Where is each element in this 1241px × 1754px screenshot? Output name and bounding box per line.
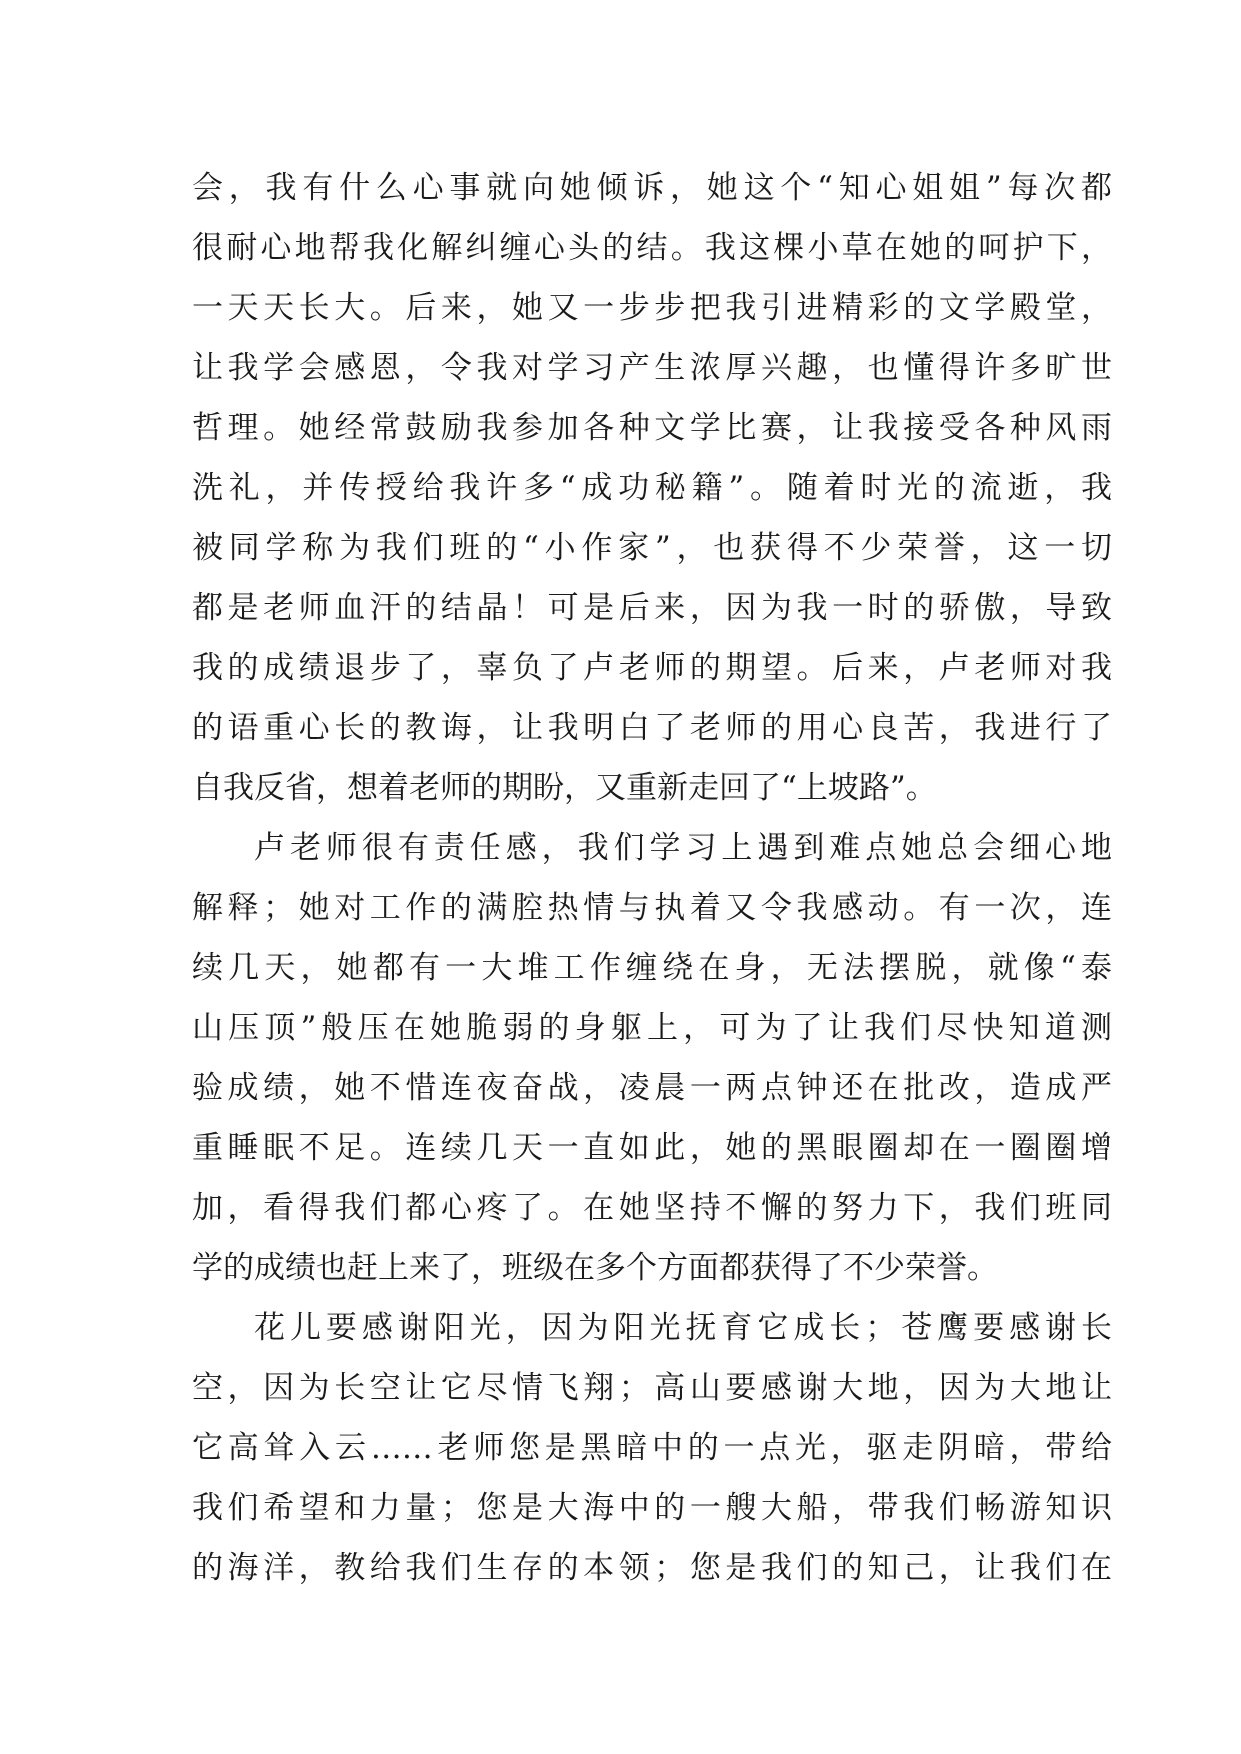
text-line: 自我反省，想着老师的期盼，又重新走回了“上坡路”。 [192, 770, 937, 806]
text-line: 空，因为长空让它尽情飞翔；高山要感谢大地，因为大地让 [192, 1370, 1112, 1406]
text-line: 我们希望和力量；您是大海中的一艘大船，带我们畅游知识 [192, 1490, 1112, 1526]
text-line: 被同学称为我们班的“小作家”，也获得不少荣誉，这一切 [192, 530, 1112, 566]
text-line: 哲理。她经常鼓励我参加各种文学比赛，让我接受各种风雨 [192, 410, 1112, 446]
paragraph-first-line: 花儿要感谢阳光，因为阳光抚育它成长；苍鹰要感谢长 [254, 1310, 1112, 1346]
text-line: 的语重心长的教诲，让我明白了老师的用心良苦，我进行了 [192, 710, 1112, 746]
text-line: 加，看得我们都心疼了。在她坚持不懈的努力下，我们班同 [192, 1190, 1112, 1226]
text-line: 洗礼，并传授给我许多“成功秘籍”。随着时光的流逝，我 [192, 470, 1112, 506]
text-line: 重睡眠不足。连续几天一直如此，她的黑眼圈却在一圈圈增 [192, 1130, 1112, 1166]
text-line: 很耐心地帮我化解纠缠心头的结。我这棵小草在她的呵护下， [192, 230, 1112, 266]
text-line: 让我学会感恩，令我对学习产生浓厚兴趣，也懂得许多旷世 [192, 350, 1112, 386]
text-line: 一天天长大。后来，她又一步步把我引进精彩的文学殿堂， [192, 290, 1112, 326]
body-text [192, 158, 1112, 1598]
text-line: 山压顶”般压在她脆弱的身躯上，可为了让我们尽快知道测 [192, 1010, 1112, 1046]
text-line: 它高耸入云……老师您是黑暗中的一点光，驱走阴暗，带给 [192, 1430, 1112, 1466]
text-line: 会，我有什么心事就向她倾诉，她这个“知心姐姐”每次都 [192, 170, 1112, 206]
paragraph-first-line: 卢老师很有责任感，我们学习上遇到难点她总会细心地 [254, 830, 1112, 866]
text-line: 续几天，她都有一大堆工作缠绕在身，无法摆脱，就像“泰 [192, 950, 1112, 986]
text-line: 学的成绩也赶上来了，班级在多个方面都获得了不少荣誉。 [192, 1250, 998, 1286]
text-line: 我的成绩退步了，辜负了卢老师的期望。后来，卢老师对我 [192, 650, 1112, 686]
text-line: 都是老师血汗的结晶！可是后来，因为我一时的骄傲，导致 [192, 590, 1112, 626]
text-line: 验成绩，她不惜连夜奋战，凌晨一两点钟还在批改，造成严 [192, 1070, 1112, 1106]
text-line: 解释；她对工作的满腔热情与执着又令我感动。有一次，连 [192, 890, 1112, 926]
text-line: 的海洋，教给我们生存的本领；您是我们的知己，让我们在 [192, 1550, 1112, 1586]
